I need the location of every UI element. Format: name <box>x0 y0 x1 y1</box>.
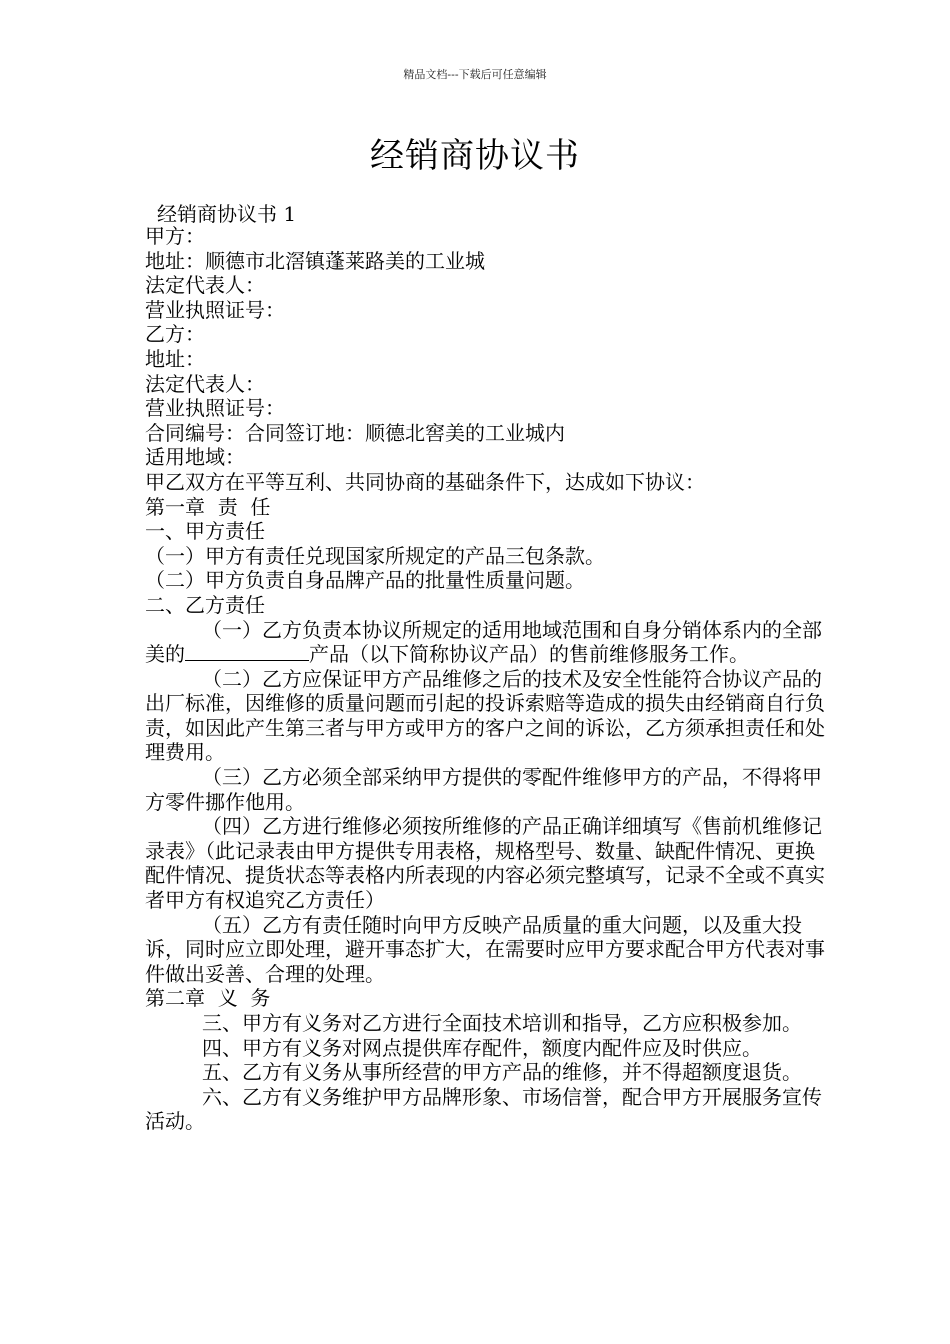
clause-b-1-text-start: （一）乙方负责本协议所规定的适用地域范围和自身分销体系内的全部美的 <box>145 617 822 667</box>
obligation-6: 六、乙方有义务维护甲方品牌形象、市场信誉，配合甲方开展服务宣传活动。 <box>145 1084 822 1134</box>
chapter-1-heading: 第一章 责 任 <box>145 494 271 519</box>
party-b-license: 营业执照证号： <box>145 396 285 421</box>
party-b-representative: 法定代表人： <box>145 371 265 396</box>
product-blank-line <box>185 642 309 661</box>
chapter-2-heading: 第二章 义 务 <box>145 986 271 1011</box>
page-header: 精品文档---下载后可任意编辑 <box>403 68 547 81</box>
obligation-3: 三、甲方有义务对乙方进行全面技术培训和指导，乙方应积极参加。 <box>202 1011 802 1035</box>
clause-b-4: （四）乙方进行维修必须按所维修的产品正确详细填写《售前机维修记录表》（此记录表由甲方提供专用表格，规格型号、数量、缺配件情况、更换配件情况、提货状态等表格内所表现的内容必须完整填写，记录不全或不真实者甲方有权追究乙方责任） <box>145 814 825 913</box>
document-body <box>145 224 825 1134</box>
party-a-license: 营业执照证号： <box>145 297 285 322</box>
party-a-address: 地址：顺德市北滘镇蓬莱路美的工业城 <box>145 248 485 273</box>
clause-b-5: （五）乙方有责任随时向甲方反映产品质量的重大问题，以及重大投诉，同时应立即处理，避开事态扩大，在需要时应甲方要求配合甲方代表对事件做出妥善、合理的处理。 <box>145 912 825 986</box>
clause-a-2: （二）甲方负责自身品牌产品的批量性质量问题。 <box>145 568 585 593</box>
clause-b-2: （二）乙方应保证甲方产品维修之后的技术及安全性能符合协议产品的出厂标准，因维修的质量问题而引起的投诉索赔等造成的损失由经销商自行负责，如因此产生第三者与甲方或甲方的客户之间的诉讼，乙方须承担责任和处理费用。 <box>145 666 825 765</box>
clause-b-1-text-end: 产品（以下简称协议产品）的售前维修服务工作。 <box>309 642 749 667</box>
obligation-5: 五、乙方有义务从事所经营的甲方产品的维修，并不得超额度退货。 <box>202 1060 802 1085</box>
document-title: 经销商协议书 <box>370 136 580 176</box>
applicable-region: 适用地域： <box>145 445 245 470</box>
party-b-address: 地址： <box>145 346 205 371</box>
document-subtitle: 经销商协议书 1 <box>157 202 297 226</box>
obligation-4: 四、甲方有义务对网点提供库存配件，额度内配件应及时供应。 <box>202 1035 762 1060</box>
contract-number-line: 合同编号：合同签订地：顺德北窖美的工业城内 <box>145 420 565 445</box>
party-a-representative: 法定代表人： <box>145 273 265 298</box>
party-b-label: 乙方： <box>145 322 205 347</box>
agreement-preamble: 甲乙双方在平等互利、共同协商的基础条件下，达成如下协议： <box>145 469 705 494</box>
party-a-label: 甲方： <box>145 224 205 248</box>
section-party-b-responsibility: 二、乙方责任 <box>145 592 265 617</box>
clause-a-1: （一）甲方有责任兑现国家所规定的产品三包条款。 <box>145 543 605 568</box>
clause-b-3: （三）乙方必须全部采纳甲方提供的零配件维修甲方的产品，不得将甲方零件挪作他用。 <box>145 765 822 814</box>
clause-b-1 <box>145 618 825 667</box>
section-party-a-responsibility: 一、甲方责任 <box>145 519 265 544</box>
